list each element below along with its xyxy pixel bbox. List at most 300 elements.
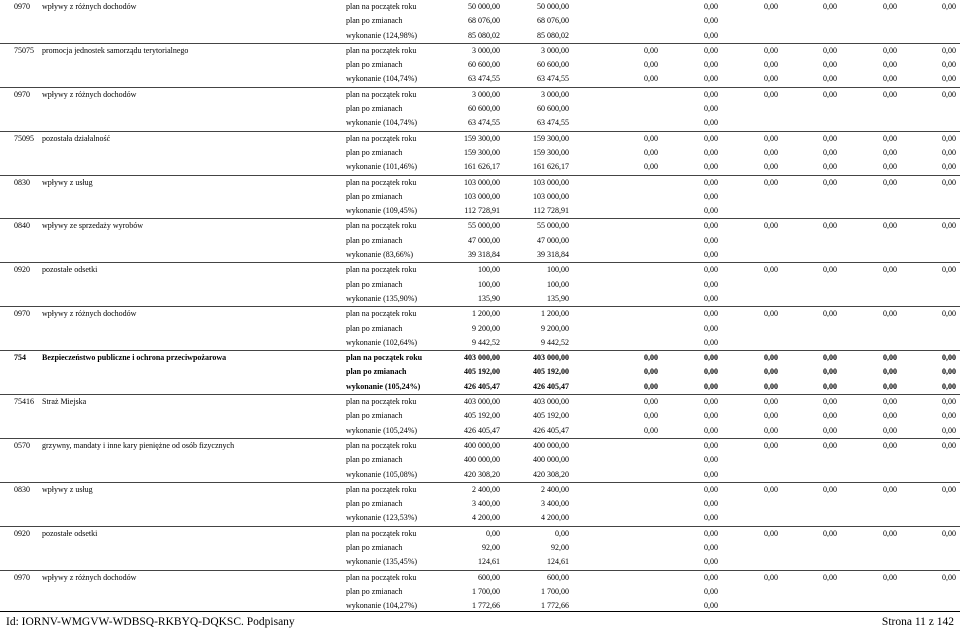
amount-cell: 0,00 [704, 177, 718, 187]
row-label: plan po zmianach [346, 191, 403, 201]
amount-cell: 0,00 [704, 45, 718, 55]
amount-cell: 0,00 [823, 572, 837, 582]
amount-cell: 0,00 [942, 425, 956, 435]
amount-cell: 0,00 [704, 118, 718, 128]
amount-cell: 9 442,52 [472, 337, 500, 347]
amount-cell: 1 772,66 [472, 601, 500, 611]
amount-cell: 0,00 [644, 397, 658, 407]
amount-cell: 0,00 [942, 45, 956, 55]
amount-cell: 0,00 [704, 455, 718, 465]
amount-cell: 0,00 [764, 89, 778, 99]
classification-group [0, 0, 960, 43]
amount-cell: 420 308,20 [533, 469, 569, 479]
table-row [0, 351, 960, 365]
table-row [0, 409, 960, 423]
table-row [0, 380, 960, 394]
amount-cell: 1 700,00 [541, 586, 569, 596]
amount-cell: 0,00 [823, 265, 837, 275]
amount-cell: 0,00 [883, 381, 897, 391]
row-label: plan na początek roku [346, 528, 417, 538]
amount-cell: 4 200,00 [472, 513, 500, 523]
row-label: plan na początek roku [346, 440, 417, 450]
amount-cell: 0,00 [644, 381, 658, 391]
amount-cell: 3 000,00 [472, 45, 500, 55]
amount-cell: 0,00 [704, 337, 718, 347]
amount-cell: 0,00 [942, 484, 956, 494]
classification-code: 0920 [14, 528, 30, 538]
row-label: wykonanie (104,74%) [346, 74, 418, 84]
row-label: wykonanie (104,74%) [346, 118, 418, 128]
table-row [0, 160, 960, 174]
amount-cell: 0,00 [486, 528, 500, 538]
classification-code: 75095 [14, 133, 34, 143]
classification-name: grzywny, mandaty i inne kary pieniężne od osób fizycznych [42, 440, 235, 450]
amount-cell: 0,00 [942, 381, 956, 391]
classification-group [0, 306, 960, 350]
row-label: plan po zmianach [346, 235, 403, 245]
classification-name: Bezpieczeństwo publiczne i ochrona przeciwpożarowa [42, 353, 227, 363]
amount-cell: 0,00 [704, 353, 718, 363]
classification-code: 0840 [14, 221, 30, 231]
table-row [0, 585, 960, 599]
classification-group [0, 570, 960, 614]
classification-name: wpływy z różnych dochodów [42, 572, 137, 582]
amount-cell: 1 700,00 [472, 586, 500, 596]
row-label: plan po zmianach [346, 542, 403, 552]
classification-code: 75075 [14, 45, 34, 55]
amount-cell: 63 474,55 [537, 118, 569, 128]
amount-cell: 0,00 [704, 557, 718, 567]
amount-cell: 0,00 [823, 397, 837, 407]
amount-cell: 9 200,00 [472, 323, 500, 333]
amount-cell: 0,00 [704, 542, 718, 552]
amount-cell: 0,00 [823, 147, 837, 157]
amount-cell: 161 626,17 [464, 162, 500, 172]
amount-cell: 0,00 [704, 293, 718, 303]
amount-cell: 0,00 [704, 397, 718, 407]
table-row [0, 102, 960, 116]
row-label: plan po zmianach [346, 60, 403, 70]
row-label: plan po zmianach [346, 104, 403, 114]
amount-cell: 0,00 [823, 425, 837, 435]
classification-group [0, 262, 960, 306]
amount-cell: 0,00 [823, 74, 837, 84]
classification-name: pozostałe odsetki [42, 528, 98, 538]
amount-cell: 68 076,00 [537, 16, 569, 26]
amount-cell: 47 000,00 [468, 235, 500, 245]
table-row [0, 263, 960, 277]
classification-name: wpływy z różnych dochodów [42, 89, 137, 99]
amount-cell: 0,00 [823, 528, 837, 538]
amount-cell: 0,00 [764, 221, 778, 231]
amount-cell: 0,00 [823, 411, 837, 421]
amount-cell: 0,00 [883, 397, 897, 407]
amount-cell: 4 200,00 [541, 513, 569, 523]
amount-cell: 0,00 [823, 440, 837, 450]
row-label: plan na początek roku [346, 572, 417, 582]
amount-cell: 0,00 [883, 353, 897, 363]
amount-cell: 0,00 [823, 177, 837, 187]
row-label: wykonanie (109,45%) [346, 206, 418, 216]
amount-cell: 0,00 [704, 425, 718, 435]
classification-group [0, 350, 960, 394]
amount-cell: 0,00 [704, 2, 718, 11]
amount-cell: 0,00 [883, 411, 897, 421]
amount-cell: 0,00 [644, 133, 658, 143]
amount-cell: 0,00 [764, 381, 778, 391]
amount-cell: 405 192,00 [533, 367, 569, 377]
amount-cell: 0,00 [704, 74, 718, 84]
amount-cell: 0,00 [764, 309, 778, 319]
classification-name: wpływy ze sprzedaży wyrobów [42, 221, 144, 231]
amount-cell: 60 600,00 [468, 60, 500, 70]
amount-cell: 0,00 [883, 60, 897, 70]
amount-cell: 0,00 [942, 528, 956, 538]
row-label: plan po zmianach [346, 16, 403, 26]
amount-cell: 0,00 [764, 2, 778, 11]
amount-cell: 0,00 [704, 411, 718, 421]
row-label: plan na początek roku [346, 177, 417, 187]
amount-cell: 0,00 [704, 309, 718, 319]
amount-cell: 0,00 [764, 74, 778, 84]
amount-cell: 0,00 [883, 89, 897, 99]
amount-cell: 1 200,00 [541, 309, 569, 319]
amount-cell: 3 000,00 [541, 89, 569, 99]
amount-cell: 47 000,00 [537, 235, 569, 245]
amount-cell: 0,00 [704, 572, 718, 582]
amount-cell: 0,00 [704, 206, 718, 216]
amount-cell: 0,00 [764, 484, 778, 494]
amount-cell: 0,00 [704, 60, 718, 70]
amount-cell: 159 300,00 [464, 133, 500, 143]
amount-cell: 50 000,00 [468, 2, 500, 11]
amount-cell: 0,00 [704, 104, 718, 114]
amount-cell: 0,00 [704, 586, 718, 596]
amount-cell: 0,00 [823, 309, 837, 319]
amount-cell: 124,61 [547, 557, 569, 567]
row-label: wykonanie (102,64%) [346, 337, 418, 347]
amount-cell: 60 600,00 [537, 60, 569, 70]
amount-cell: 0,00 [764, 162, 778, 172]
row-label: plan po zmianach [346, 323, 403, 333]
amount-cell: 405 192,00 [533, 411, 569, 421]
table-row [0, 72, 960, 86]
amount-cell: 0,00 [644, 162, 658, 172]
amount-cell: 0,00 [764, 60, 778, 70]
table-row [0, 190, 960, 204]
amount-cell: 0,00 [883, 484, 897, 494]
classification-group [0, 43, 960, 87]
amount-cell: 2 400,00 [541, 484, 569, 494]
amount-cell: 0,00 [704, 89, 718, 99]
amount-cell: 426 405,47 [533, 381, 569, 391]
amount-cell: 0,00 [823, 45, 837, 55]
amount-cell: 60 600,00 [468, 104, 500, 114]
row-label: wykonanie (105,24%) [346, 425, 418, 435]
amount-cell: 0,00 [883, 572, 897, 582]
amount-cell: 0,00 [704, 499, 718, 509]
amount-cell: 0,00 [704, 265, 718, 275]
row-label: wykonanie (105,24%) [346, 381, 421, 391]
amount-cell: 400 000,00 [464, 440, 500, 450]
amount-cell: 0,00 [942, 309, 956, 319]
amount-cell: 0,00 [704, 381, 718, 391]
amount-cell: 0,00 [883, 265, 897, 275]
classification-name: pozostałe odsetki [42, 265, 98, 275]
amount-cell: 100,00 [547, 279, 569, 289]
amount-cell: 420 308,20 [464, 469, 500, 479]
amount-cell: 0,00 [883, 177, 897, 187]
table-row [0, 511, 960, 525]
amount-cell: 0,00 [823, 381, 837, 391]
amount-cell: 159 300,00 [533, 147, 569, 157]
classification-group [0, 131, 960, 175]
table-row [0, 88, 960, 102]
amount-cell: 85 080,02 [468, 30, 500, 40]
table-row [0, 336, 960, 350]
amount-cell: 0,00 [942, 147, 956, 157]
amount-cell: 426 405,47 [464, 381, 500, 391]
row-label: wykonanie (135,45%) [346, 557, 418, 567]
classification-name: wpływy z usług [42, 484, 93, 494]
amount-cell: 63 474,55 [468, 74, 500, 84]
amount-cell: 0,00 [764, 147, 778, 157]
amount-cell: 3 000,00 [472, 89, 500, 99]
amount-cell: 0,00 [823, 353, 837, 363]
row-label: plan po zmianach [346, 586, 403, 596]
amount-cell: 0,00 [764, 45, 778, 55]
classification-group [0, 394, 960, 438]
classification-code: 0970 [14, 2, 30, 11]
table-row [0, 176, 960, 190]
classification-group [0, 526, 960, 570]
classification-code: 0830 [14, 484, 30, 494]
amount-cell: 0,00 [704, 221, 718, 231]
classification-group [0, 438, 960, 482]
classification-code: 754 [14, 353, 26, 363]
amount-cell: 0,00 [644, 74, 658, 84]
row-label: plan na początek roku [346, 45, 417, 55]
amount-cell: 100,00 [478, 265, 500, 275]
amount-cell: 0,00 [764, 528, 778, 538]
table-row [0, 14, 960, 28]
amount-cell: 0,00 [764, 572, 778, 582]
row-label: wykonanie (83,66%) [346, 250, 414, 260]
table-row [0, 292, 960, 306]
amount-cell: 0,00 [942, 440, 956, 450]
table-row [0, 527, 960, 541]
amount-cell: 0,00 [704, 235, 718, 245]
amount-cell: 0,00 [704, 601, 718, 611]
row-label: plan na początek roku [346, 89, 417, 99]
amount-cell: 0,00 [823, 133, 837, 143]
amount-cell: 0,00 [644, 411, 658, 421]
amount-cell: 0,00 [823, 2, 837, 11]
amount-cell: 0,00 [942, 353, 956, 363]
amount-cell: 0,00 [644, 60, 658, 70]
amount-cell: 400 000,00 [464, 455, 500, 465]
table-row [0, 497, 960, 511]
amount-cell: 103 000,00 [464, 191, 500, 201]
amount-cell: 39 318,84 [468, 250, 500, 260]
amount-cell: 0,00 [823, 60, 837, 70]
amount-cell: 1 772,66 [541, 601, 569, 611]
amount-cell: 159 300,00 [464, 147, 500, 157]
amount-cell: 403 000,00 [464, 397, 500, 407]
amount-cell: 0,00 [942, 177, 956, 187]
table-row [0, 29, 960, 43]
row-label: plan na początek roku [346, 2, 417, 11]
classification-name: wpływy z różnych dochodów [42, 309, 137, 319]
row-label: wykonanie (135,90%) [346, 293, 418, 303]
amount-cell: 0,00 [704, 191, 718, 201]
classification-code: 0970 [14, 572, 30, 582]
amount-cell: 0,00 [704, 528, 718, 538]
amount-cell: 405 192,00 [464, 367, 500, 377]
amount-cell: 0,00 [883, 45, 897, 55]
amount-cell: 3 400,00 [541, 499, 569, 509]
amount-cell: 0,00 [764, 397, 778, 407]
amount-cell: 0,00 [704, 133, 718, 143]
classification-group [0, 175, 960, 219]
amount-cell: 0,00 [644, 147, 658, 157]
amount-cell: 0,00 [942, 74, 956, 84]
amount-cell: 0,00 [942, 2, 956, 11]
amount-cell: 0,00 [644, 45, 658, 55]
row-label: plan na początek roku [346, 265, 417, 275]
amount-cell: 50 000,00 [537, 2, 569, 11]
amount-cell: 1 200,00 [472, 309, 500, 319]
amount-cell: 0,00 [942, 89, 956, 99]
table-row [0, 116, 960, 130]
classification-name: wpływy z różnych dochodów [42, 2, 137, 11]
table-row [0, 204, 960, 218]
amount-cell: 68 076,00 [468, 16, 500, 26]
table-row [0, 571, 960, 585]
amount-cell: 3 000,00 [541, 45, 569, 55]
row-label: plan na początek roku [346, 221, 417, 231]
amount-cell: 112 728,91 [533, 206, 569, 216]
row-label: plan po zmianach [346, 411, 403, 421]
amount-cell: 55 000,00 [468, 221, 500, 231]
classification-code: 0970 [14, 309, 30, 319]
amount-cell: 9 442,52 [541, 337, 569, 347]
amount-cell: 112 728,91 [464, 206, 500, 216]
amount-cell: 92,00 [551, 542, 569, 552]
row-label: wykonanie (123,53%) [346, 513, 418, 523]
amount-cell: 60 600,00 [537, 104, 569, 114]
classification-group [0, 482, 960, 526]
amount-cell: 103 000,00 [533, 191, 569, 201]
amount-cell: 9 200,00 [541, 323, 569, 333]
row-label: plan na początek roku [346, 484, 417, 494]
amount-cell: 400 000,00 [533, 440, 569, 450]
table-row [0, 219, 960, 233]
amount-cell: 39 318,84 [537, 250, 569, 260]
amount-cell: 0,00 [704, 162, 718, 172]
table-row [0, 439, 960, 453]
document-id: Id: IORNV-WMGVW-WDBSQ-RKBYQ-DQKSC. Podpisany [6, 616, 295, 628]
table-row [0, 453, 960, 467]
amount-cell: 103 000,00 [533, 177, 569, 187]
classification-code: 0920 [14, 265, 30, 275]
amount-cell: 0,00 [883, 367, 897, 377]
amount-cell: 63 474,55 [537, 74, 569, 84]
row-label: plan po zmianach [346, 499, 403, 509]
classification-code: 75416 [14, 397, 34, 407]
amount-cell: 100,00 [478, 279, 500, 289]
amount-cell: 0,00 [555, 528, 569, 538]
row-label: plan na początek roku [346, 397, 417, 407]
amount-cell: 0,00 [704, 367, 718, 377]
classification-group [0, 87, 960, 131]
amount-cell: 0,00 [823, 221, 837, 231]
table-row [0, 248, 960, 262]
amount-cell: 0,00 [942, 411, 956, 421]
page-footer [0, 611, 960, 632]
amount-cell: 161 626,17 [533, 162, 569, 172]
amount-cell: 600,00 [478, 572, 500, 582]
table-row [0, 146, 960, 160]
amount-cell: 3 400,00 [472, 499, 500, 509]
page-number: Strona 11 z 142 [881, 616, 954, 628]
amount-cell: 0,00 [883, 162, 897, 172]
amount-cell: 0,00 [823, 367, 837, 377]
amount-cell: 92,00 [482, 542, 500, 552]
amount-cell: 0,00 [883, 2, 897, 11]
amount-cell: 159 300,00 [533, 133, 569, 143]
amount-cell: 426 405,47 [533, 425, 569, 435]
amount-cell: 0,00 [644, 425, 658, 435]
table-row [0, 44, 960, 58]
amount-cell: 0,00 [764, 411, 778, 421]
classification-name: pozostała działalność [42, 133, 111, 143]
amount-cell: 0,00 [704, 484, 718, 494]
amount-cell: 0,00 [764, 440, 778, 450]
amount-cell: 403 000,00 [533, 353, 569, 363]
amount-cell: 0,00 [942, 367, 956, 377]
amount-cell: 0,00 [764, 133, 778, 143]
amount-cell: 2 400,00 [472, 484, 500, 494]
amount-cell: 0,00 [764, 265, 778, 275]
amount-cell: 0,00 [883, 528, 897, 538]
amount-cell: 0,00 [823, 89, 837, 99]
amount-cell: 0,00 [823, 484, 837, 494]
amount-cell: 0,00 [823, 162, 837, 172]
amount-cell: 0,00 [704, 323, 718, 333]
row-label: plan po zmianach [346, 367, 407, 377]
classification-name: Straż Miejska [42, 397, 87, 407]
amount-cell: 426 405,47 [464, 425, 500, 435]
row-label: plan na początek roku [346, 353, 423, 363]
table-row [0, 424, 960, 438]
row-label: wykonanie (101,46%) [346, 162, 418, 172]
amount-cell: 100,00 [547, 265, 569, 275]
table-row [0, 555, 960, 569]
table-row [0, 132, 960, 146]
amount-cell: 0,00 [764, 425, 778, 435]
amount-cell: 0,00 [704, 16, 718, 26]
row-label: wykonanie (124,98%) [346, 30, 418, 40]
classification-code: 0830 [14, 177, 30, 187]
table-row [0, 278, 960, 292]
table-row [0, 307, 960, 321]
classification-name: promocja jednostek samorządu terytorialnego [42, 45, 189, 55]
amount-cell: 0,00 [942, 162, 956, 172]
table-row [0, 483, 960, 497]
amount-cell: 0,00 [883, 309, 897, 319]
amount-cell: 0,00 [704, 279, 718, 289]
